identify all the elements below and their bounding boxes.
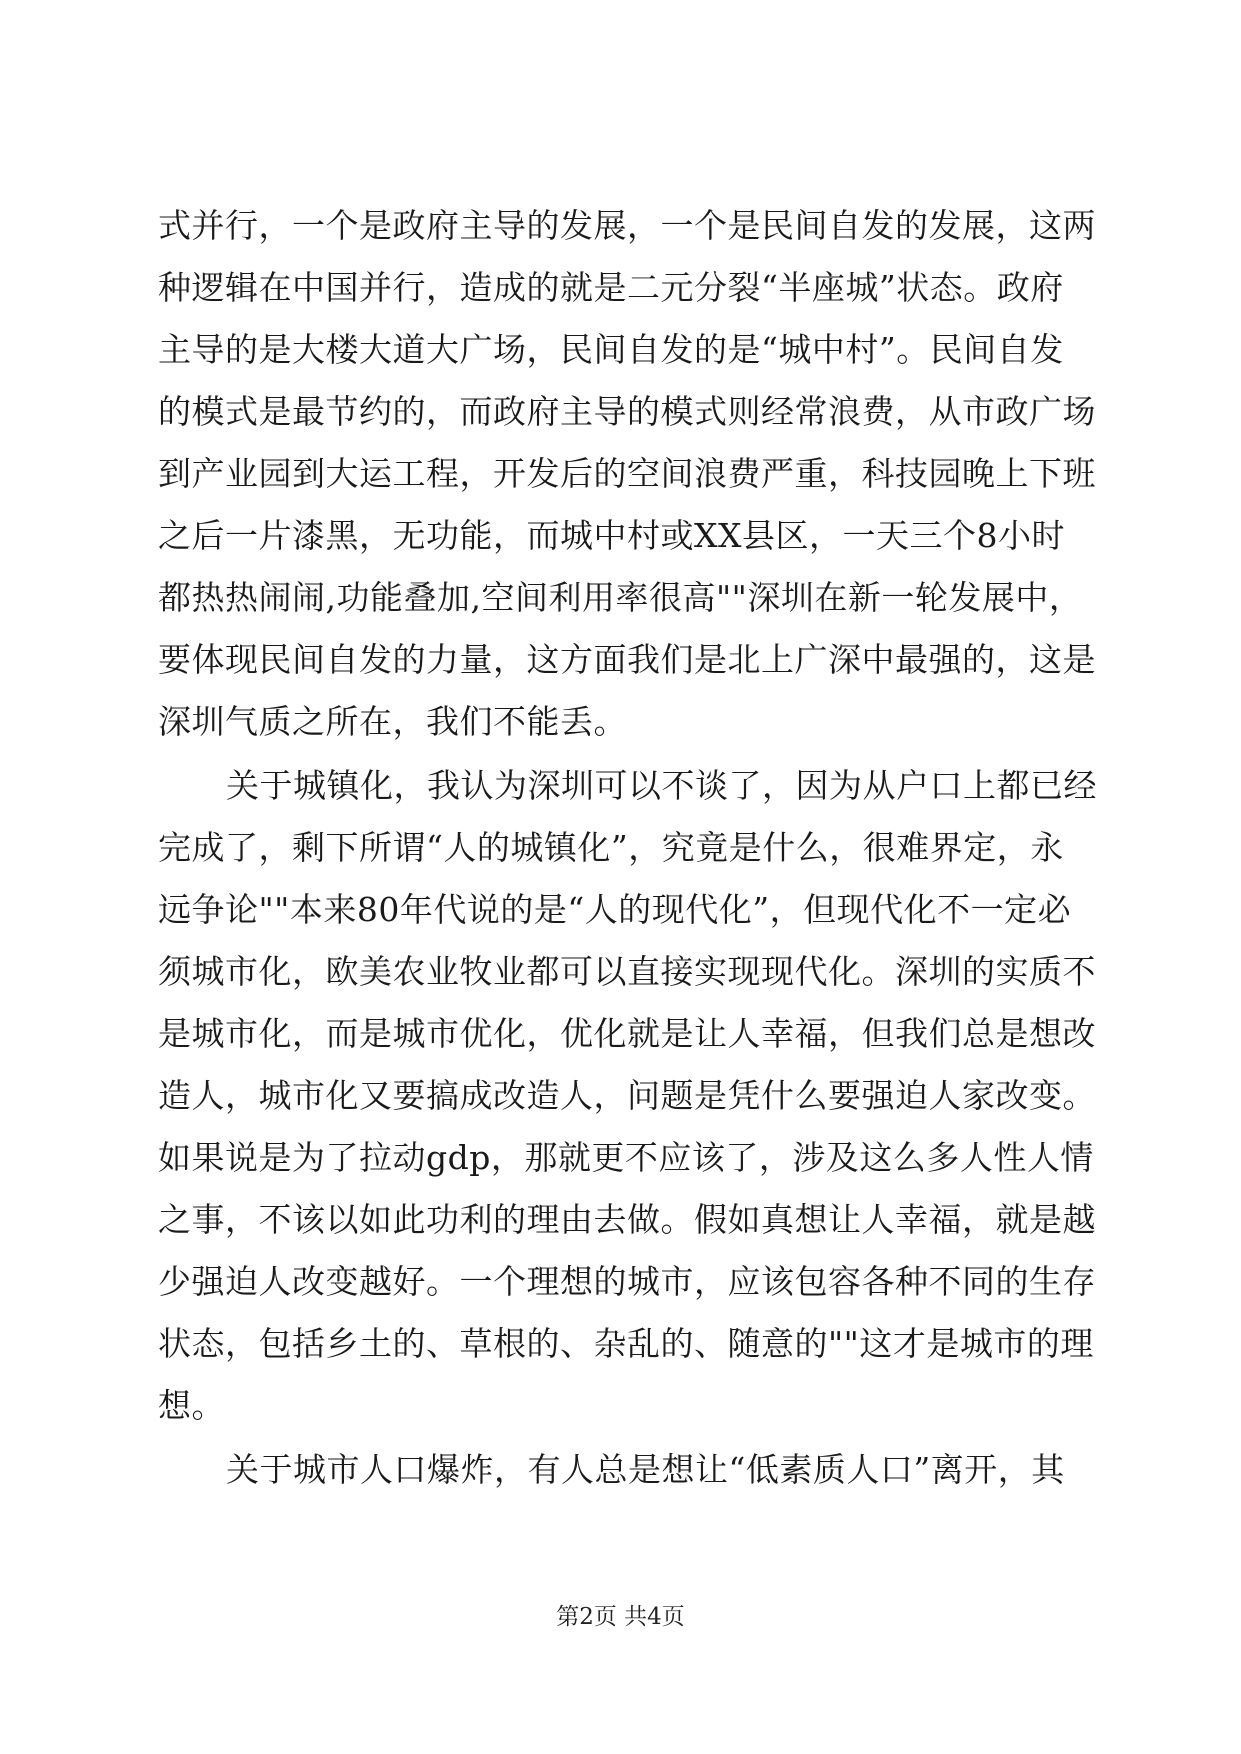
text-line: 到产业园到大运工程，开发后的空间浪费严重，科技园晚上下班 [158, 454, 1096, 493]
text-line: 是城市化，而是城市优化，优化就是让人幸福，但我们总是想改 [158, 1014, 1096, 1053]
text-line: 要体现民间自发的力量，这方面我们是北上广深中最强的，这是 [158, 640, 1096, 679]
text-line: 的模式是最节约的，而政府主导的模式则经常浪费，从市政广场 [158, 392, 1096, 431]
text-line: 远争论""本来80年代说的是“人的现代化”，但现代化不一定必 [158, 890, 1072, 929]
text-line: 如果说是为了拉动gdp，那就更不应该了，涉及这么多人性人情 [158, 1138, 1094, 1177]
page-number-footer: 第2页 共4页 [556, 1604, 685, 1630]
text-line: 之事，不该以如此功利的理由去做。假如真想让人幸福，就是越 [158, 1200, 1096, 1239]
text-line: 须城市化，欧美农业牧业都可以直接实现现代化。深圳的实质不 [158, 952, 1096, 991]
text-line: 想。 [158, 1386, 225, 1425]
text-line: 造人，城市化又要搞成改造人，问题是凭什么要强迫人家改变。 [158, 1076, 1096, 1115]
paragraph-first-line: 关于城市人口爆炸，有人总是想让“低素质人口”离开，其 [226, 1450, 1065, 1489]
text-line: 式并行，一个是政府主导的发展，一个是民间自发的发展，这两 [158, 206, 1096, 245]
text-line: 状态，包括乡土的、草根的、杂乱的、随意的""这才是城市的理 [158, 1324, 1094, 1363]
text-line: 种逻辑在中国并行，造成的就是二元分裂“半座城”状态。政府 [158, 268, 1064, 307]
text-line: 深圳气质之所在，我们不能丢。 [158, 702, 627, 741]
text-line: 完成了，剩下所谓“人的城镇化”，究竟是什么，很难界定，永 [158, 828, 1064, 867]
text-line: 之后一片漆黑，无功能，而城中村或XX县区，一天三个8小时 [158, 516, 1065, 555]
text-line: 主导的是大楼大道大广场，民间自发的是“城中村”。民间自发 [158, 330, 1064, 369]
paragraph-first-line: 关于城镇化，我认为深圳可以不谈了，因为从户口上都已经 [226, 766, 1097, 805]
text-line: 少强迫人改变越好。一个理想的城市，应该包容各种不同的生存 [158, 1262, 1096, 1301]
text-line: 都热热闹闹,功能叠加,空间利用率很高""深圳在新一轮发展中， [158, 578, 1083, 617]
